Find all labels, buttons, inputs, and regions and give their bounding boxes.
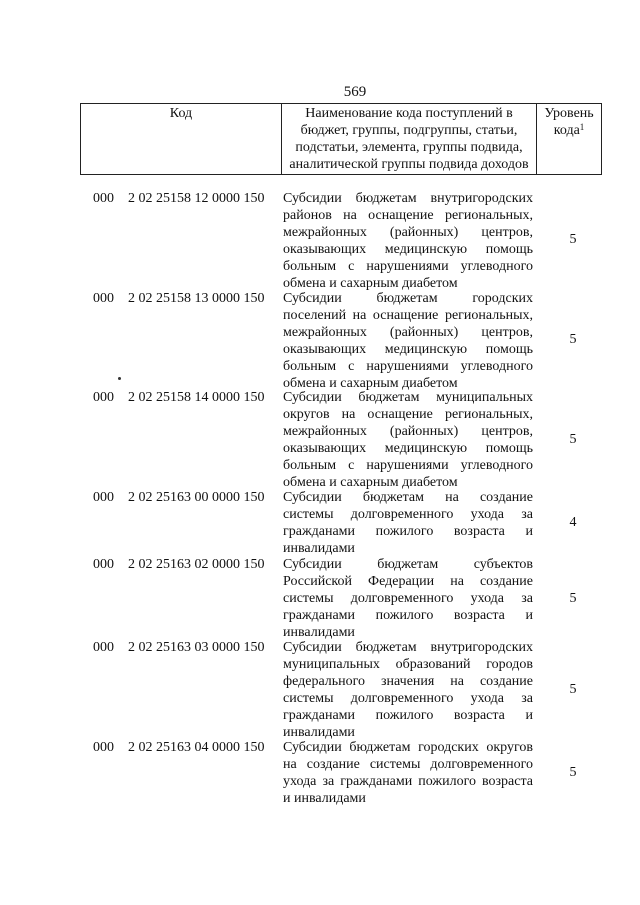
admin-code: 000	[93, 291, 114, 306]
code-level: 5	[569, 232, 577, 247]
revenue-name: Субсидии бюджетам субъектов Российской Федерации на создание системы долговременного ухода за гражданами пожилого возраста и инвалидами	[283, 557, 533, 640]
code-level: 5	[569, 332, 577, 347]
revenue-code: 2 02 25158 14 0000 150	[128, 390, 265, 405]
revenue-code: 2 02 25163 04 0000 150	[128, 740, 265, 755]
code-level: 5	[569, 591, 577, 606]
header-level-label: Уровень кода	[544, 106, 594, 138]
revenue-code: 2 02 25163 03 0000 150	[128, 640, 265, 655]
revenue-name: Субсидии бюджетам муниципальных округов на оснащение региональных, межрайонных (районных) центров, оказывающих медицинскую помощь больным с нарушениями углеводного обмена и сахарным диабетом	[283, 390, 533, 490]
admin-code: 000	[93, 390, 114, 405]
table-header	[80, 103, 602, 175]
header-level	[537, 104, 602, 175]
header-code	[81, 104, 282, 175]
code-level: 5	[569, 765, 577, 780]
revenue-name: Субсидии бюджетам городских округов на создание системы долговременного ухода за гражданами пожилого возраста и инвалидами	[283, 740, 533, 806]
page-number: 569	[343, 84, 367, 100]
admin-code: 000	[93, 740, 114, 755]
revenue-code: 2 02 25163 00 0000 150	[128, 490, 265, 505]
revenue-name: Субсидии бюджетам внутригородских муниципальных образований городов федерального значения на создание системы долговременного ухода за гражданами пожилого возраста и инвалидами	[283, 640, 533, 740]
admin-code: 000	[93, 640, 114, 655]
revenue-name: Субсидии бюджетам внутригородских районов на оснащение региональных, межрайонных (районных) центров, оказывающих медицинскую помощь больным с нарушениями углеводного обмена и сахарным диабетом	[283, 191, 533, 291]
scan-speck	[118, 377, 121, 380]
code-level: 5	[569, 432, 577, 447]
admin-code: 000	[93, 490, 114, 505]
revenue-code: 2 02 25158 13 0000 150	[128, 291, 265, 306]
header-name-label: Наименование кода поступлений в бюджет, группы, подгруппы, статьи, подстатьи, элемента, группы подвида, аналитической группы подвида доходов	[289, 106, 529, 172]
revenue-name: Субсидии бюджетам на создание системы долговременного ухода за гражданами пожилого возраста и инвалидами	[283, 490, 533, 556]
code-level: 4	[569, 515, 577, 530]
admin-code: 000	[93, 557, 114, 572]
revenue-code: 2 02 25163 02 0000 150	[128, 557, 265, 572]
admin-code: 000	[93, 191, 114, 206]
revenue-name: Субсидии бюджетам городских поселений на оснащение региональных, межрайонных (районных) центров, оказывающих медицинскую помощь больным с нарушениями углеводного обмена и сахарным диабетом	[283, 291, 533, 391]
code-level: 5	[569, 682, 577, 697]
header-name	[281, 104, 536, 175]
footnote-marker: 1	[579, 122, 585, 132]
revenue-code: 2 02 25158 12 0000 150	[128, 191, 265, 206]
header-code-label: Код	[169, 106, 193, 121]
